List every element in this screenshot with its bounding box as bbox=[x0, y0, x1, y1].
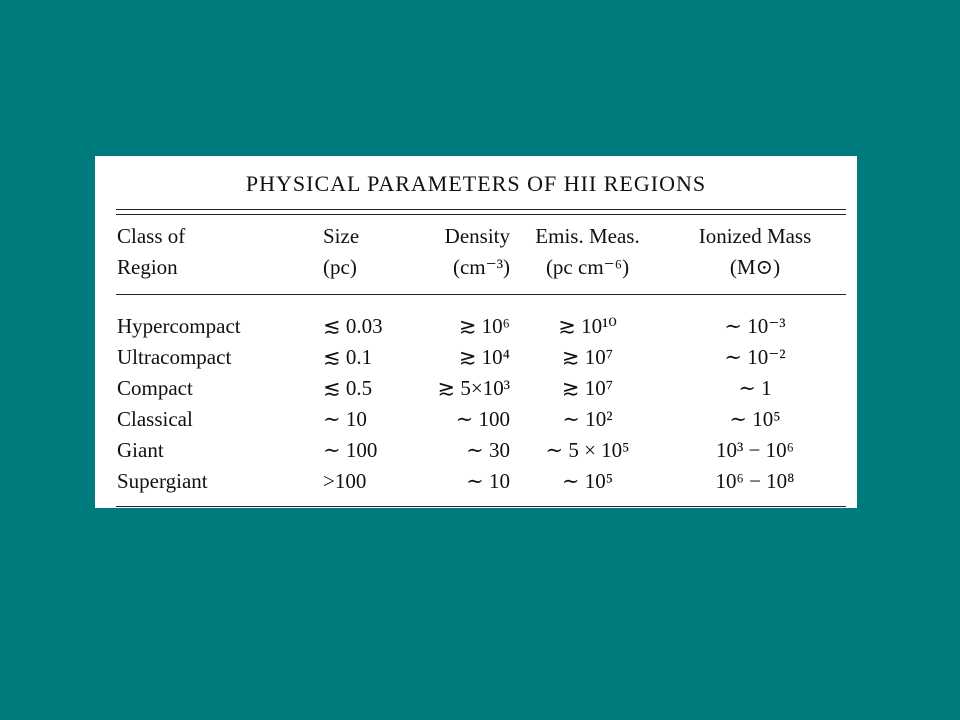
header-emission-measure: Emis. Meas. bbox=[535, 224, 640, 248]
bottom-rule bbox=[116, 506, 846, 507]
table-title: PHYSICAL PARAMETERS OF HII REGIONS bbox=[245, 171, 707, 196]
emission-measure-value: ∼ 10⁵ bbox=[561, 469, 614, 493]
table-panel bbox=[95, 156, 857, 508]
header-size: Size bbox=[323, 224, 360, 248]
header-region: Region bbox=[117, 255, 178, 279]
header-rule bbox=[116, 294, 846, 295]
ionized-mass-value: ∼ 10⁻² bbox=[724, 345, 786, 369]
header-density-unit: (cm⁻³) bbox=[452, 255, 510, 279]
emission-measure-value: ≳ 10⁷ bbox=[561, 376, 614, 400]
density-value: ∼ 30 bbox=[466, 438, 510, 462]
ionized-mass-value: ∼ 10⁵ bbox=[729, 407, 781, 431]
header-mass-unit: (M⊙) bbox=[729, 255, 781, 279]
ionized-mass-value: ∼ 10⁻³ bbox=[724, 314, 786, 338]
size-value: ≲ 0.5 bbox=[323, 376, 373, 400]
size-value: ∼ 100 bbox=[323, 438, 378, 462]
ionized-mass-value: 10³ − 10⁶ bbox=[716, 438, 794, 462]
density-value: ≳ 10⁴ bbox=[458, 345, 510, 369]
size-value: >100 bbox=[323, 469, 367, 493]
header-emission-unit: (pc cm⁻⁶) bbox=[545, 255, 630, 279]
emission-measure-value: ≳ 10⁷ bbox=[561, 345, 614, 369]
size-value: ∼ 10 bbox=[323, 407, 367, 431]
header-ionized-mass: Ionized Mass bbox=[698, 224, 812, 248]
density-value: ≳ 5×10³ bbox=[437, 376, 510, 400]
size-value: ≲ 0.1 bbox=[323, 345, 373, 369]
density-value: ∼ 10 bbox=[466, 469, 510, 493]
region-class: Supergiant bbox=[117, 469, 208, 493]
region-class: Ultracompact bbox=[117, 345, 232, 369]
header-density: Density bbox=[444, 224, 510, 248]
emission-measure-value: ∼ 5 × 10⁵ bbox=[545, 438, 630, 462]
top-rule bbox=[116, 209, 846, 210]
ionized-mass-value: 10⁶ − 10⁸ bbox=[715, 469, 795, 493]
region-class: Giant bbox=[117, 438, 164, 462]
density-value: ∼ 100 bbox=[455, 407, 510, 431]
emission-measure-value: ≳ 10¹⁰ bbox=[558, 314, 617, 338]
header-class: Class of bbox=[117, 224, 186, 248]
region-class: Classical bbox=[117, 407, 193, 431]
ionized-mass-value: ∼ 1 bbox=[738, 376, 772, 400]
region-class: Hypercompact bbox=[117, 314, 241, 338]
header-size-unit: (pc) bbox=[323, 255, 357, 279]
top-rule-double bbox=[116, 214, 846, 215]
emission-measure-value: ∼ 10² bbox=[562, 407, 613, 431]
size-value: ≲ 0.03 bbox=[323, 314, 383, 338]
region-class: Compact bbox=[117, 376, 193, 400]
density-value: ≳ 10⁶ bbox=[458, 314, 510, 338]
